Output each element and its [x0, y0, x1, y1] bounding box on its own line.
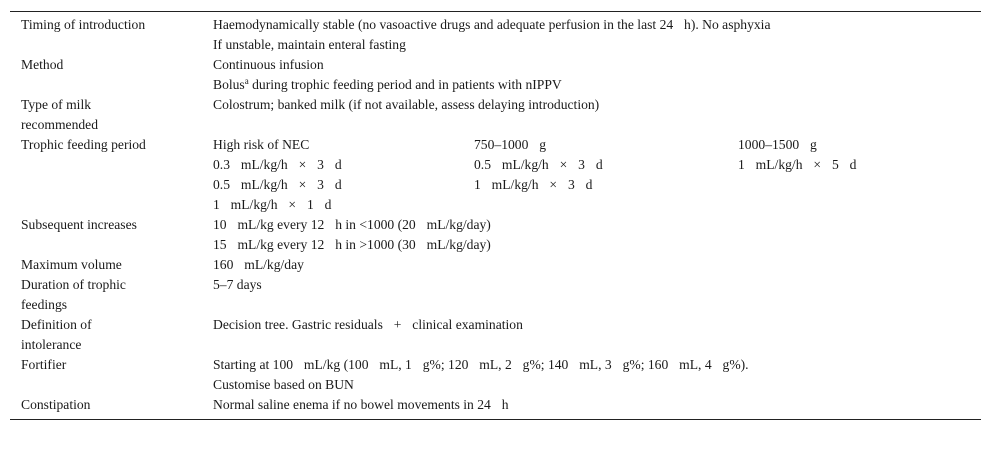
- value-line: 1000–1500 g: [738, 137, 817, 152]
- row-value: [213, 55, 981, 95]
- row-label: [10, 315, 213, 355]
- label-line: Fortifier: [21, 357, 67, 372]
- value-line: 0.5 mL/kg/h × 3 d: [474, 157, 603, 172]
- value-line: If unstable, maintain enteral fasting: [213, 37, 406, 52]
- label-line: Definition of: [21, 317, 92, 332]
- label-line: Subsequent increases: [21, 217, 137, 232]
- row-duration: [10, 275, 981, 315]
- row-label: [10, 15, 213, 55]
- bolus-rest: during trophic feeding period and in patients with nIPPV: [248, 77, 562, 92]
- row-method: [10, 55, 981, 95]
- row-subsequent-increases: [10, 215, 981, 255]
- footnote-marker: a: [244, 76, 249, 86]
- value-line: 1 mL/kg/h × 5 d: [738, 157, 857, 172]
- value-line: Haemodynamically stable (no vasoactive drugs and adequate perfusion in the last 24 h). No asphyxia: [213, 17, 771, 32]
- row-value: [213, 395, 981, 415]
- value-line: 10 mL/kg every 12 h in <1000 (20 mL/kg/day): [213, 217, 491, 232]
- trophic-grid: [213, 135, 981, 215]
- value-line: 160 mL/kg/day: [213, 257, 304, 272]
- row-label: [10, 395, 213, 415]
- row-label: [10, 255, 213, 275]
- trophic-col-high-risk: [213, 135, 474, 215]
- bolus-text: Bolus: [213, 77, 245, 92]
- label-line: Type of milk: [21, 97, 92, 112]
- label-line: Maximum volume: [21, 257, 122, 272]
- value-line: 1 mL/kg/h × 3 d: [474, 177, 593, 192]
- row-value: [213, 275, 981, 315]
- value-line: High risk of NEC: [213, 137, 310, 152]
- label-line: Method: [21, 57, 64, 72]
- feeding-protocol-table: [10, 11, 981, 420]
- row-value: [213, 315, 981, 355]
- trophic-col-750-1000: [474, 135, 738, 215]
- value-line: Starting at 100 mL/kg (100 mL, 1 g%; 120 mL, 2 g%; 140 mL, 3 g%; 160 mL, 4 g%).: [213, 357, 749, 372]
- row-label: [10, 355, 213, 395]
- row-value: [213, 255, 981, 275]
- value-line: 0.5 mL/kg/h × 3 d: [213, 177, 342, 192]
- row-trophic-period: [10, 135, 981, 215]
- row-label: [10, 215, 213, 255]
- value-line: 0.3 mL/kg/h × 3 d: [213, 157, 342, 172]
- row-maximum-volume: [10, 255, 981, 275]
- label-line: Constipation: [21, 397, 91, 412]
- row-value: [213, 355, 981, 395]
- row-value: [213, 15, 981, 55]
- row-timing: [10, 15, 981, 55]
- row-label: [10, 135, 213, 215]
- label-line: recommended: [21, 117, 98, 132]
- row-value: [213, 95, 981, 135]
- row-label: [10, 95, 213, 135]
- label-line: intolerance: [21, 337, 82, 352]
- row-constipation: [10, 395, 981, 415]
- row-fortifier: [10, 355, 981, 395]
- label-line: Timing of introduction: [21, 17, 146, 32]
- value-line: 750–1000 g: [474, 137, 547, 152]
- row-label: [10, 55, 213, 95]
- row-intolerance: [10, 315, 981, 355]
- value-line: Customise based on BUN: [213, 377, 354, 392]
- label-line: Duration of trophic: [21, 277, 126, 292]
- row-value: [213, 215, 981, 255]
- value-line: Colostrum; banked milk (if not available, assess delaying introduction): [213, 97, 600, 112]
- row-label: [10, 275, 213, 315]
- value-line: Continuous infusion: [213, 57, 324, 72]
- label-line: feedings: [21, 297, 68, 312]
- trophic-col-1000-1500: [738, 135, 981, 215]
- value-line: 1 mL/kg/h × 1 d: [213, 197, 332, 212]
- value-line: 15 mL/kg every 12 h in >1000 (30 mL/kg/day): [213, 237, 491, 252]
- value-line: Normal saline enema if no bowel movements in 24 h: [213, 397, 509, 412]
- value-line: Decision tree. Gastric residuals + clinical examination: [213, 317, 523, 332]
- bolus-line: [213, 75, 981, 95]
- value-line: 5–7 days: [213, 277, 262, 292]
- row-milk-type: [10, 95, 981, 135]
- label-line: Trophic feeding period: [21, 137, 146, 152]
